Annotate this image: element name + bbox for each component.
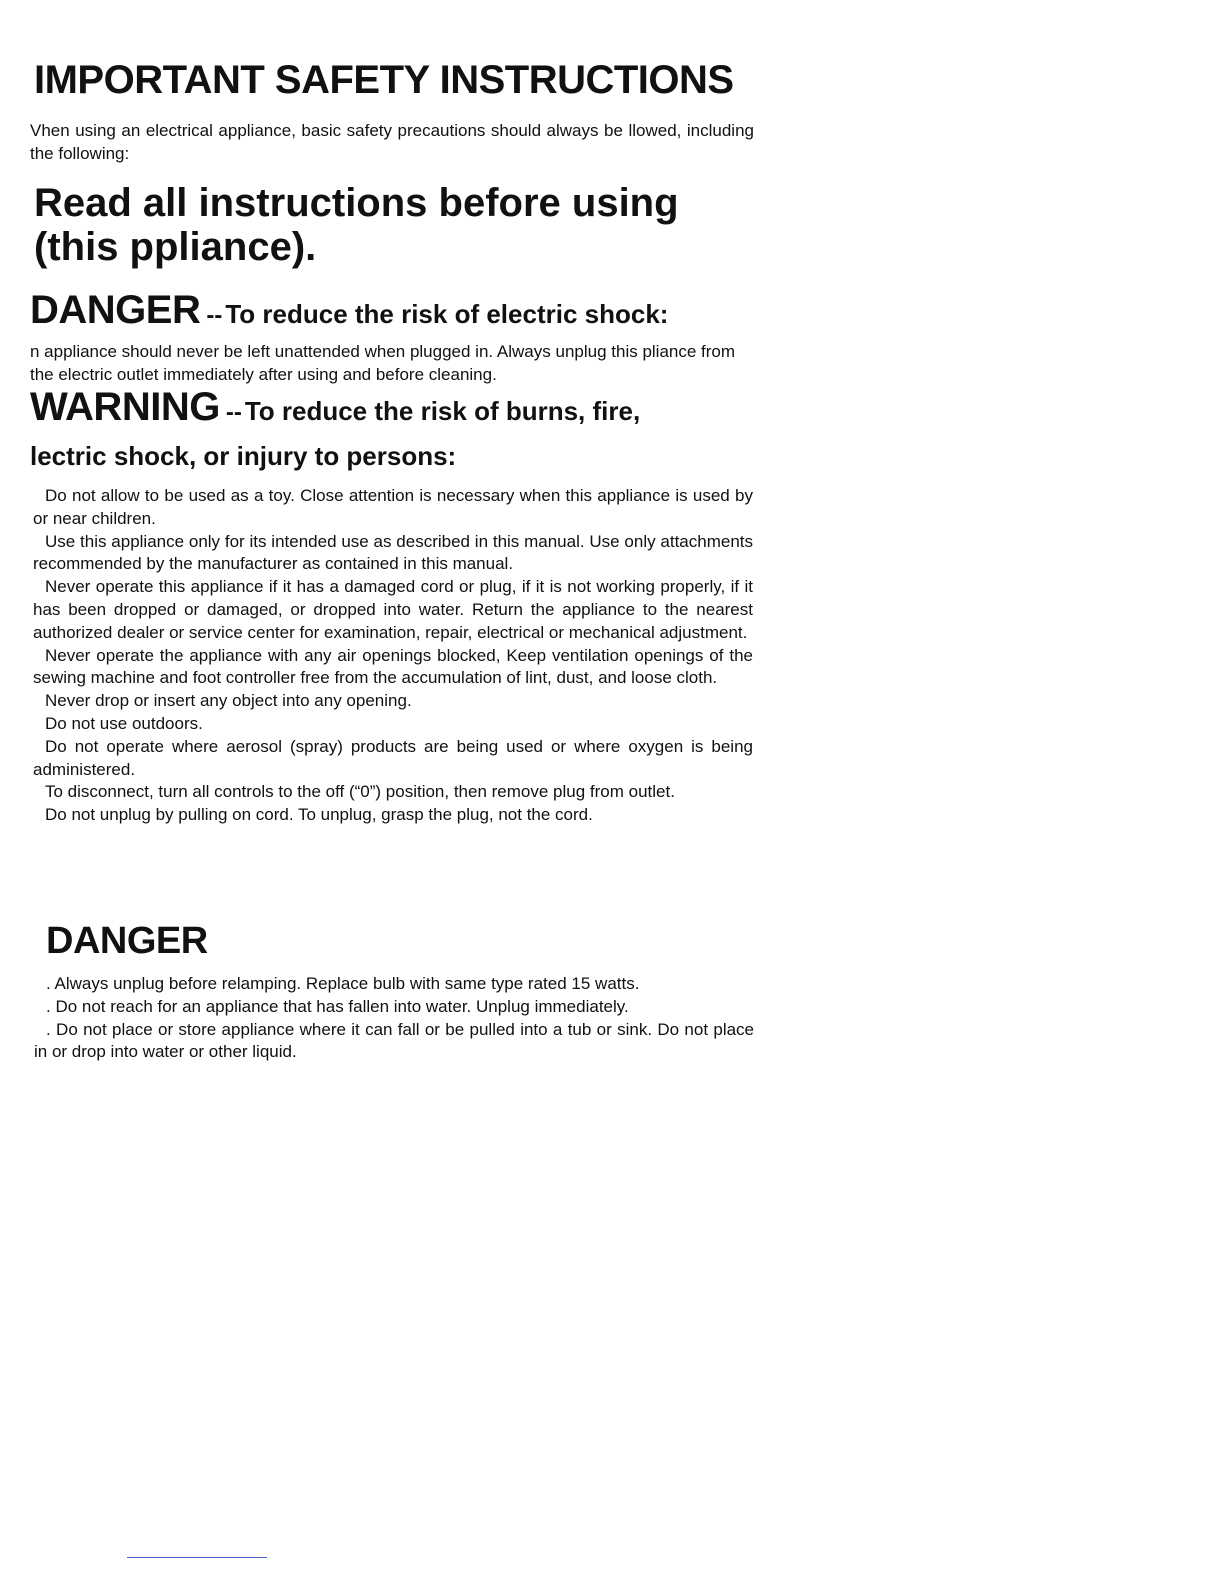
list-item: Do not operate where aerosol (spray) products are being used or where oxygen is being administered. [33,736,753,779]
danger-list [34,973,754,1064]
second-danger-heading: DANGER [46,920,208,962]
intro-paragraph: Vhen using an electrical appliance, basic safety precautions should always be llowed, including the following: [30,121,754,163]
list-item: To disconnect, turn all controls to the off (“0”) position, then remove plug from outlet. [45,782,675,802]
list-item: Use this appliance only for its intended use as described in this manual. Use only attachments recommended by the manufacturer as contained in this manual. [33,531,753,574]
list-item: Do not unplug by pulling on cord. To unplug, grasp the plug, not the cord. [45,805,593,825]
danger-dash: -- [206,302,223,329]
list-item: Never operate the appliance with any air openings blocked, Keep ventilation openings of the sewing machine and foot controller free from the accumulation of lint, dust, and loose cloth. [33,645,753,688]
warning-subheading-line2: lectric shock, or injury to persons: [30,441,457,471]
danger-subheading: To reduce the risk of electric shock: [225,299,669,329]
list-item: . Do not place or store appliance where it can fall or be pulled into a tub or sink. Do not place in or drop into water or other liquid. [34,1019,754,1062]
list-item: Do not use outdoors. [45,713,203,733]
page-title: IMPORTANT SAFETY INSTRUCTIONS [34,58,734,102]
danger-label: DANGER [30,288,201,332]
danger-paragraph: n appliance should never be left unattended when plugged in. Always unplug this pliance from the electric outlet immediately after using and before cleaning. [30,342,736,384]
warning-label: WARNING [30,385,220,429]
list-item: . Do not reach for an appliance that has fallen into water. Unplug immediately. [46,996,629,1016]
footer-divider [127,1557,267,1558]
warning-dash: -- [225,399,242,426]
read-all-instructions-heading: Read all instructions before using (this ppliance). [34,181,679,269]
list-item: Never drop or insert any object into any opening. [45,691,412,711]
list-item: Do not allow to be used as a toy. Close attention is necessary when this appliance is used by or near children. [33,486,753,528]
danger-heading [30,288,668,333]
list-item: . Always unplug before relamping. Replace bulb with same type rated 15 watts. [46,974,640,993]
list-item: Never operate this appliance if it has a damaged cord or plug, if it is not working properly, if it has been dropped or damaged, or dropped into water. Return the appliance to the nearest authorized dealer or service center for examination, repair, electrical or mechanical adjustment. [33,577,753,642]
warning-subheading: To reduce the risk of burns, fire, [244,396,641,426]
warning-heading [30,386,760,477]
warning-list [33,485,753,827]
